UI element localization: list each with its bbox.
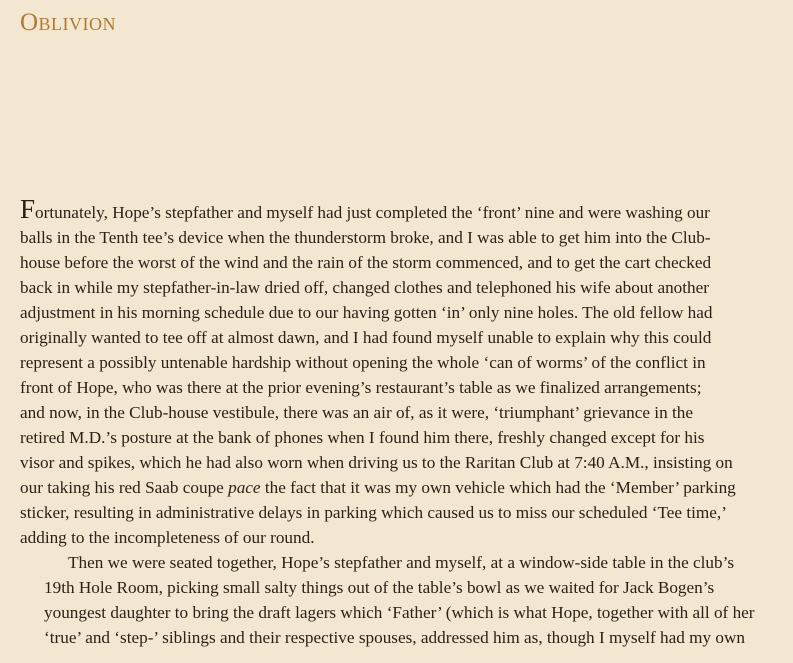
text-segment: the fact that it was my own vehicle which had the ‘Member’ parking [260,478,736,497]
text-line: sticker, resulting in administrative delays in parking which caused us to miss our scheduled ‘Tee time,’ [20,503,727,522]
text-line: back in while my stepfather-in-law dried off, changed clothes and telephoned his wife about another [20,278,709,297]
text-line [20,475,775,500]
paragraph-2 [20,550,775,650]
italic-word: pace [228,478,261,497]
text-line: and now, in the Club-house vestibule, there was an air of, as it were, ‘triumphant’ grievance in the [20,403,693,422]
text-line: youngest daughter to bring the draft lagers which ‘Father’ (which is what Hope, together with all of her [44,603,755,622]
text-line: balls in the Tenth tee’s device when the thunderstorm broke, and I was able to get him into the Club- [20,228,711,247]
chapter-title: Oblivion [20,9,117,36]
text-line: front of Hope, who was there at the prior evening’s restaurant’s table as we finalized arrangements; [20,378,702,397]
body-text [20,194,775,650]
text-line: represent a possibly untenable hardship without opening the whole ‘can of worms’ of the conflict in [20,353,706,372]
text-line: ‘true’ and ‘step-’ siblings and their respective spouses, addressed him as, though I myself had my own [44,628,746,647]
text-line: originally wanted to tee off at almost dawn, and I had found myself unable to explain why this could [20,328,712,347]
text-line: 19th Hole Room, picking small salty things out of the table’s bowl as we waited for Jack Bogen’s [44,578,715,597]
text-line: visor and spikes, which he had also worn when driving us to the Raritan Club at 7:40 A.M., insisting on [20,453,733,472]
text-line: adjustment in his morning schedule due to our having gotten ‘in’ only nine holes. The old fellow had [20,303,713,322]
text-segment: our taking his red Saab coupe [20,478,229,497]
text-line: Then we were seated together, Hope’s stepfather and myself, at a window-side table in the club’s [68,553,735,572]
paragraph-1 [20,194,775,550]
text-line: house before the worst of the wind and the rain of the storm commenced, and to get the cart checked [20,253,712,272]
text-line: retired M.D.’s posture at the bank of phones when I found him there, freshly changed except for his [20,428,705,447]
text-line: adding to the incompleteness of our round. [20,528,315,547]
text-line: Fortunately, Hope’s stepfather and myself had just completed the ‘front’ nine and were washing our [20,194,710,224]
